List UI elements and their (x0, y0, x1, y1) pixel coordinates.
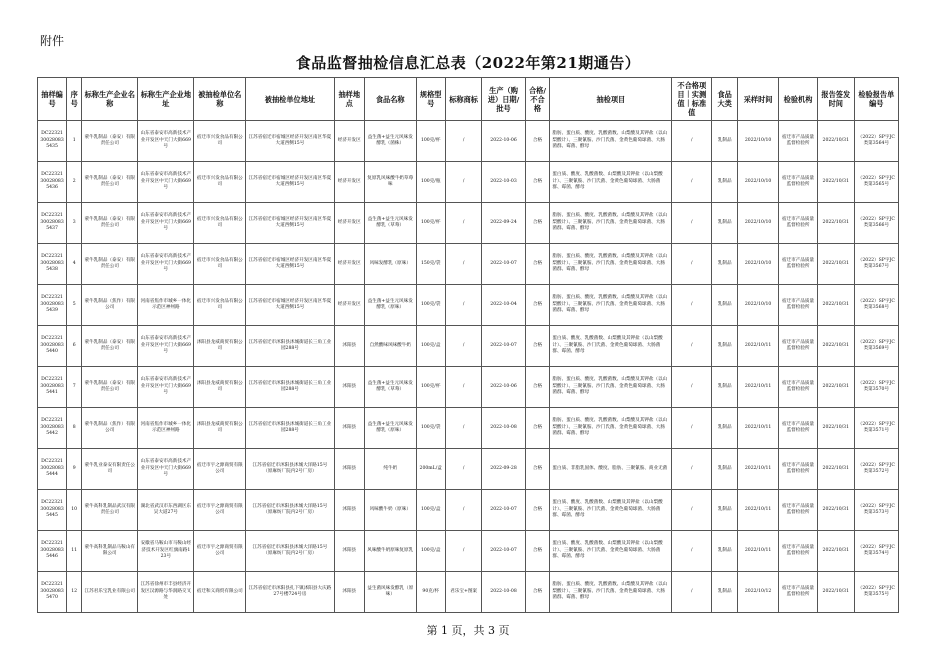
column-header: 被抽检单位名称 (194, 78, 246, 121)
table-cell: 乳制品 (712, 162, 738, 203)
table-cell: 合格 (525, 203, 550, 244)
table-cell: / (672, 121, 712, 162)
table-cell: 2022-10-07 (482, 531, 525, 572)
table-cell: 2022-10-07 (482, 490, 525, 531)
table-cell: 2022/10/11 (738, 326, 779, 367)
table-cell: 蒙牛乳业泰安有限责任公司 (82, 449, 138, 490)
table-cell: 益生菌+益生元风味发酵乳（原味） (364, 408, 416, 449)
table-cell: 2022-10-07 (482, 326, 525, 367)
table-cell: 2022/10/11 (738, 490, 779, 531)
table-cell: 沭阳县 (334, 572, 364, 613)
column-header: 食品大类 (712, 78, 738, 121)
table-cell: 乳制品 (712, 326, 738, 367)
table-cell: / (672, 531, 712, 572)
table-cell: 100克/杯 (416, 121, 445, 162)
table-cell: 合格 (525, 490, 550, 531)
table-cell: DC22321300280835436 (38, 162, 67, 203)
table-cell: 100克/袋 (416, 408, 445, 449)
table-row (38, 531, 899, 572)
table-row (38, 162, 899, 203)
table-cell: 蒙牛乳制品（泰安）有限责任公司 (82, 203, 138, 244)
table-cell: 宿迁市产品质量监督检验所 (779, 162, 818, 203)
table-cell: 蒙牛乳制品（焦作）有限公司 (82, 408, 138, 449)
table-cell: 乳制品 (712, 244, 738, 285)
table-cell: 10 (67, 490, 82, 531)
table-cell: 宿迁市兴发食品有限公司 (194, 285, 246, 326)
table-cell: / (672, 203, 712, 244)
table-cell: 宿迁市兴发食品有限公司 (194, 162, 246, 203)
table-cell: 沭阳县 (334, 449, 364, 490)
table-cell: 江苏省徐州市丰县经济开发区汉源路与华润路交叉处 (138, 572, 194, 613)
table-cell: （2022）SP字JC类第3565号 (854, 162, 898, 203)
table-cell: 江苏君乐宝乳业有限公司 (82, 572, 138, 613)
table-cell: 蛋白质、酸度、乳酸菌数、山梨酸及其钾盐（以山梨酸计）、三聚氰胺、沙门氏菌、金黄色葡萄球菌、大肠菌群、霉菌、酵母 (550, 326, 672, 367)
table-cell: 山东省泰安市高新技术产业开发区中天门大街669号 (138, 121, 194, 162)
table-cell: 经济开发区 (334, 121, 364, 162)
table-cell: 100克/盒 (416, 490, 445, 531)
table-cell: DC22321300280835440 (38, 326, 67, 367)
table-cell: 江苏省宿迁市沭阳县扎下镇沭阳县大庆路27号楼724号房 (246, 572, 334, 613)
table-cell: 江苏省宿迁市沭阳县沭城大洋路15号（原麻纺厂院内2号厂房） (246, 490, 334, 531)
table-row (38, 244, 899, 285)
table-cell: 蒙牛高科乳制品马鞍山有限公司 (82, 531, 138, 572)
column-header: 标称商标 (445, 78, 482, 121)
table-cell: （2022）SP字JC类第3569号 (854, 326, 898, 367)
table-cell: 风味酸牛奶原味复原乳 (364, 531, 416, 572)
table-cell: 合格 (525, 367, 550, 408)
table-cell: 江苏省宿迁市沭阳县沭城大洋路15号（原麻纺厂院内2号厂房） (246, 449, 334, 490)
table-cell: 100克/盒 (416, 531, 445, 572)
table-cell: 蒙牛乳制品（焦作）有限公司 (82, 285, 138, 326)
table-cell: 自然酸味风味酸牛奶 (364, 326, 416, 367)
table-cell: 乳制品 (712, 449, 738, 490)
table-cell: 3 (67, 203, 82, 244)
table-cell: 合格 (525, 285, 550, 326)
table-cell: 2022/10/31 (817, 326, 854, 367)
table-cell: 蒙牛高科乳制品武汉有限责任公司 (82, 490, 138, 531)
column-header: 规格型号 (416, 78, 445, 121)
table-cell: 2022/10/31 (817, 367, 854, 408)
table-cell: 2022/10/10 (738, 162, 779, 203)
table-cell: 蛋白质、非脂乳固体、酸度、脂肪、三聚氰胺、商业无菌 (550, 449, 672, 490)
table-cell: / (445, 162, 482, 203)
table-cell: 8 (67, 408, 82, 449)
table-cell: 沭阳县龙威商贸有限公司 (194, 326, 246, 367)
table-cell: 宿迁市宇之源商贸有限公司 (194, 449, 246, 490)
table-cell: 合格 (525, 162, 550, 203)
table-cell: 合格 (525, 326, 550, 367)
table-cell: 乳制品 (712, 490, 738, 531)
table-cell: 合格 (525, 244, 550, 285)
table-cell: 2022/10/31 (817, 203, 854, 244)
table-cell: 山东省泰安市高新技术产业开发区中天门大街669号 (138, 203, 194, 244)
table-cell: 2022-10-06 (482, 367, 525, 408)
column-header: 不合格项目｜实测值｜标准值 (672, 78, 712, 121)
table-cell: 2 (67, 162, 82, 203)
table-cell: 风味发酵乳（原味） (364, 244, 416, 285)
table-cell: 沭阳县龙威商贸有限公司 (194, 367, 246, 408)
table-cell: 2022/10/11 (738, 367, 779, 408)
table-cell: 沭阳县 (334, 408, 364, 449)
table-cell: 100克/杯 (416, 367, 445, 408)
table-cell: 经济开发区 (334, 203, 364, 244)
table-cell: 乳制品 (712, 285, 738, 326)
table-cell: （2022）SP字JC类第3575号 (854, 572, 898, 613)
table-cell: 宿迁市产品质量监督检验所 (779, 572, 818, 613)
table-cell: 脂肪、蛋白质、酸度、乳酸菌数、山梨酸及其钾盐（以山梨酸计）、三聚氰胺、沙门氏菌、金黄色葡萄球菌、大肠菌群、霉菌、酵母 (550, 367, 672, 408)
table-cell: （2022）SP字JC类第3570号 (854, 367, 898, 408)
table-cell: 复原乳风味酸牛奶草莓味 (364, 162, 416, 203)
table-cell: DC22321300280835438 (38, 244, 67, 285)
table-cell: 江苏省宿迁市宿城区经济开发区南区华夏大道西侧15号 (246, 285, 334, 326)
table-cell: 2022-10-08 (482, 572, 525, 613)
table-cell: 江苏省宿迁市宿城区经济开发区南区华夏大道西侧15号 (246, 244, 334, 285)
table-cell: 经济开发区 (334, 162, 364, 203)
table-cell: 宿迁市产品质量监督检验所 (779, 449, 818, 490)
table-cell: （2022）SP字JC类第3573号 (854, 490, 898, 531)
table-cell: 宿迁市产品质量监督检验所 (779, 367, 818, 408)
table-cell: / (672, 162, 712, 203)
column-header: 生产（购进）日期/批号 (482, 78, 525, 121)
table-cell: 2022/10/31 (817, 162, 854, 203)
table-cell: 宿迁市产品质量监督检验所 (779, 121, 818, 162)
table-cell: 蛋白质、酸度、乳酸菌数、山梨酸及其钾盐（以山梨酸计）、三聚氰胺、沙门氏菌、金黄色葡萄球菌、大肠菌群、霉菌、酵母 (550, 162, 672, 203)
table-cell: DC22321300280835442 (38, 408, 67, 449)
table-cell: 江苏省宿迁市宿城区经济开发区南区华夏大道西侧15号 (246, 203, 334, 244)
table-cell: 沭阳县 (334, 490, 364, 531)
table-cell: 2022/10/11 (738, 449, 779, 490)
table-cell: 山东省泰安市高新技术产业开发区中天门大街669号 (138, 326, 194, 367)
table-cell: 100克/杯 (416, 203, 445, 244)
table-cell: 湖北省武汉市东西湖区东吴大道27号 (138, 490, 194, 531)
table-row (38, 490, 899, 531)
table-cell: 合格 (525, 408, 550, 449)
table-cell: 河南省焦作市城乡一体化示范区神州路 (138, 408, 194, 449)
table-cell: 风味酸牛奶（原味） (364, 490, 416, 531)
table-cell: 蒙牛乳制品（泰安）有限责任公司 (82, 244, 138, 285)
table-cell: / (672, 326, 712, 367)
table-cell: 100克/盒 (416, 326, 445, 367)
table-cell: 乳制品 (712, 367, 738, 408)
table-cell: 2022/10/31 (817, 572, 854, 613)
table-cell: 江苏省宿迁市宿城区经济开发区南区华夏大道西侧15号 (246, 162, 334, 203)
table-cell: 山东省泰安市高新技术产业开发区中天门大街669号 (138, 162, 194, 203)
table-cell: （2022）SP字JC类第3567号 (854, 244, 898, 285)
table-cell: DC22321300280835470 (38, 572, 67, 613)
table-cell: 宿迁市兴发食品有限公司 (194, 121, 246, 162)
table-cell: 江苏省宿迁市沭阳县沭城街道长三角工业园288号 (246, 367, 334, 408)
table-cell: 宿迁市产品质量监督检验所 (779, 285, 818, 326)
table-cell: 2022/10/12 (738, 572, 779, 613)
table-cell: 脂肪、蛋白质、酸度、乳酸菌数、山梨酸及其钾盐（以山梨酸计）、三聚氰胺、沙门氏菌、金黄色葡萄球菌、大肠菌群、霉菌、酵母 (550, 572, 672, 613)
attachment-label: 附件 (40, 34, 65, 48)
table-cell: / (445, 203, 482, 244)
table-cell: 脂肪、蛋白质、酸度、乳酸菌数、山梨酸及其钾盐（以山梨酸计）、三聚氰胺、沙门氏菌、金黄色葡萄球菌、大肠菌群、霉菌、酵母 (550, 203, 672, 244)
table-cell: 宿迁市宇之源商贸有限公司 (194, 490, 246, 531)
table-cell: / (672, 367, 712, 408)
table-cell: / (445, 531, 482, 572)
table-cell: 宿迁市产品质量监督检验所 (779, 203, 818, 244)
table-cell: / (672, 285, 712, 326)
column-header: 抽样编号 (38, 78, 67, 121)
table-cell: 江苏省宿迁市宿城区经济开发区南区华夏大道西侧15号 (246, 121, 334, 162)
table-cell: / (672, 408, 712, 449)
column-header: 被抽检单位地址 (246, 78, 334, 121)
column-header: 抽检项目 (550, 78, 672, 121)
column-header: 标称生产企业地址 (138, 78, 194, 121)
table-cell: DC22321300280835446 (38, 531, 67, 572)
table-cell: 脂肪、蛋白质、酸度、乳酸菌数、山梨酸及其钾盐（以山梨酸计）、三聚氰胺、沙门氏菌、金黄色葡萄球菌、大肠菌群、霉菌、酵母 (550, 285, 672, 326)
table-cell: 江苏省宿迁市沭阳县沭城街道长三角工业园288号 (246, 408, 334, 449)
table-cell: 宿迁市兴发食品有限公司 (194, 244, 246, 285)
table-cell: 100克/袋 (416, 285, 445, 326)
table-cell: 益生菌+益生元风味发酵乳（原味） (364, 285, 416, 326)
table-cell: 沭阳县 (334, 326, 364, 367)
table-cell: 2022/10/10 (738, 244, 779, 285)
column-header: 合格/不合格 (525, 78, 550, 121)
table-cell: 2022/10/10 (738, 203, 779, 244)
table-cell: （2022）SP字JC类第3572号 (854, 449, 898, 490)
table-cell: 经济开发区 (334, 244, 364, 285)
table-cell: 4 (67, 244, 82, 285)
table-cell: 纯牛奶 (364, 449, 416, 490)
table-cell: 宿迁市兴发食品有限公司 (194, 203, 246, 244)
table-cell: 君乐宝+图案 (445, 572, 482, 613)
table-cell: 2022-10-07 (482, 244, 525, 285)
table-cell: 沭阳县 (334, 367, 364, 408)
table-cell: 益生菌+益生元风味发酵乳（草莓） (364, 367, 416, 408)
table-cell: 2022-10-03 (482, 162, 525, 203)
table-cell: 山东省泰安市高新技术产业开发区中天门大街669号 (138, 367, 194, 408)
table-cell: 益生菌风味发酵乳（原味） (364, 572, 416, 613)
table-row (38, 367, 899, 408)
table-row (38, 203, 899, 244)
table-cell: 江苏省宿迁市沭阳县沭城街道长三角工业园288号 (246, 326, 334, 367)
table-cell: 2022/10/31 (817, 449, 854, 490)
table-cell: 2022-09-24 (482, 203, 525, 244)
table-cell: 2022/10/31 (817, 244, 854, 285)
table-cell: 蛋白质、酸度、乳酸菌数、山梨酸及其钾盐（以山梨酸计）、三聚氰胺、沙门氏菌、金黄色葡萄球菌、大肠菌群、霉菌、酵母 (550, 531, 672, 572)
table-cell: 宿迁市宇之源商贸有限公司 (194, 531, 246, 572)
table-cell: 蒙牛乳制品（泰安）有限责任公司 (82, 162, 138, 203)
table-cell: / (672, 572, 712, 613)
table-cell: DC22321300280835439 (38, 285, 67, 326)
table-cell: 150克/袋 (416, 244, 445, 285)
table-cell: 2022-10-06 (482, 121, 525, 162)
table-cell: / (445, 326, 482, 367)
table-cell: 山东省泰安市高新技术产业开发区中天门大街669号 (138, 449, 194, 490)
table-cell: 益生菌+益生元风味发酵乳（草莓） (364, 203, 416, 244)
table-cell: / (445, 449, 482, 490)
table-header-row (38, 78, 899, 121)
table-cell: 合格 (525, 449, 550, 490)
table-row (38, 121, 899, 162)
table-cell: DC22321300280835444 (38, 449, 67, 490)
table-cell: 蒙牛乳制品（泰安）有限责任公司 (82, 121, 138, 162)
table-cell: 7 (67, 367, 82, 408)
page-footer: 第 1 页，共 3 页 (426, 624, 510, 637)
table-cell: 河南省焦作市城乡一体化示范区神州路 (138, 285, 194, 326)
table-cell: 山东省泰安市高新技术产业开发区中天门大街669号 (138, 244, 194, 285)
table-cell: 经济开发区 (334, 285, 364, 326)
table-cell: 2022/10/31 (817, 490, 854, 531)
table-cell: （2022）SP字JC类第3564号 (854, 121, 898, 162)
table-cell: 12 (67, 572, 82, 613)
table-cell: 脂肪、蛋白质、酸度、乳酸菌数、山梨酸及其钾盐（以山梨酸计）、三聚氰胺、沙门氏菌、金黄色葡萄球菌、大肠菌群、霉菌、酵母 (550, 121, 672, 162)
document-title: 食品监督抽检信息汇总表（2022年第21期通告） (295, 54, 641, 72)
table-cell: 2022/10/31 (817, 531, 854, 572)
table-cell: 乳制品 (712, 121, 738, 162)
table-cell: （2022）SP字JC类第3571号 (854, 408, 898, 449)
table-cell: 安徽省马鞍山市马鞍山经济技术开发区红旗南路123号 (138, 531, 194, 572)
table-cell: 2022/10/11 (738, 408, 779, 449)
table-cell: 乳制品 (712, 572, 738, 613)
table-cell: 江苏省宿迁市沭阳县沭城大洋路15号（原麻纺厂院内2号厂房） (246, 531, 334, 572)
column-header: 采样时间 (738, 78, 779, 121)
table-cell: 合格 (525, 121, 550, 162)
table-cell: 乳制品 (712, 531, 738, 572)
table-row (38, 326, 899, 367)
table-cell: （2022）SP字JC类第3568号 (854, 285, 898, 326)
column-header: 序号 (67, 78, 82, 121)
table-cell: 200mL/盒 (416, 449, 445, 490)
table-row (38, 408, 899, 449)
table-cell: 5 (67, 285, 82, 326)
table-row (38, 285, 899, 326)
table-cell: 11 (67, 531, 82, 572)
table-cell: DC22321300280835445 (38, 490, 67, 531)
table-cell: 2022-09-28 (482, 449, 525, 490)
table-cell: 2022/10/31 (817, 408, 854, 449)
table-cell: 脂肪、蛋白质、酸度、乳酸菌数、山梨酸及其钾盐（以山梨酸计）、三聚氰胺、沙门氏菌、金黄色葡萄球菌、大肠菌群、霉菌、酵母 (550, 408, 672, 449)
table-cell: / (672, 490, 712, 531)
table-cell: DC22321300280835437 (38, 203, 67, 244)
column-header: 食品名称 (364, 78, 416, 121)
column-header: 标称生产企业名称 (82, 78, 138, 121)
table-cell: 乳制品 (712, 408, 738, 449)
table-cell: 宿迁市产品质量监督检验所 (779, 531, 818, 572)
table-cell: 宿迁市产品质量监督检验所 (779, 326, 818, 367)
table-cell: / (445, 367, 482, 408)
table-cell: / (672, 449, 712, 490)
table-cell: 2022/10/31 (817, 285, 854, 326)
table-cell: 蒙牛乳制品（泰安）有限责任公司 (82, 367, 138, 408)
table-cell: 宿迁和义商贸有限公司 (194, 572, 246, 613)
table-cell: 宿迁市产品质量监督检验所 (779, 408, 818, 449)
table-cell: DC22321300280835441 (38, 367, 67, 408)
table-cell: 90克/杯 (416, 572, 445, 613)
column-header: 抽样地点 (334, 78, 364, 121)
table-cell: 乳制品 (712, 203, 738, 244)
table-cell: DC22321300280835435 (38, 121, 67, 162)
table-cell: 2022/10/10 (738, 285, 779, 326)
table-cell: 沭阳县龙威商贸有限公司 (194, 408, 246, 449)
table-cell: 合格 (525, 531, 550, 572)
column-header: 检验机构 (779, 78, 818, 121)
table-cell: / (445, 285, 482, 326)
table-cell: / (672, 244, 712, 285)
column-header: 检验报告单编号 (854, 78, 898, 121)
table-cell: / (445, 408, 482, 449)
table-cell: 脂肪、蛋白质、酸度、乳酸菌数、山梨酸及其钾盐（以山梨酸计）、三聚氰胺、沙门氏菌、金黄色葡萄球菌、大肠菌群、霉菌、酵母 (550, 244, 672, 285)
column-header: 报告签发时间 (817, 78, 854, 121)
table-cell: / (445, 490, 482, 531)
table-cell: / (445, 121, 482, 162)
table-cell: （2022）SP字JC类第3566号 (854, 203, 898, 244)
table-cell: 2022-10-08 (482, 408, 525, 449)
table-cell: 蛋白质、酸度、乳酸菌数、山梨酸及其钾盐（以山梨酸计）、三聚氰胺、沙门氏菌、金黄色葡萄球菌、大肠菌群、霉菌、酵母 (550, 490, 672, 531)
table-cell: 2022-10-04 (482, 285, 525, 326)
table-cell: 蒙牛乳制品（泰安）有限责任公司 (82, 326, 138, 367)
table-cell: 沭阳县 (334, 531, 364, 572)
table-row (38, 572, 899, 613)
table-cell: 2022/10/11 (738, 531, 779, 572)
table-cell: （2022）SP字JC类第3574号 (854, 531, 898, 572)
table-cell: 1 (67, 121, 82, 162)
table-cell: 9 (67, 449, 82, 490)
table-cell: 宿迁市产品质量监督检验所 (779, 244, 818, 285)
table-cell: 100克/瓶 (416, 162, 445, 203)
table-cell: 宿迁市产品质量监督检验所 (779, 490, 818, 531)
table-cell: / (445, 244, 482, 285)
table-cell: 益生菌+益生元风味发酵乳（菌株） (364, 121, 416, 162)
table-row (38, 449, 899, 490)
table-cell: 2022/10/31 (817, 121, 854, 162)
table-cell: 6 (67, 326, 82, 367)
table-cell: 合格 (525, 572, 550, 613)
table-cell: 2022/10/10 (738, 121, 779, 162)
inspection-summary-table (37, 77, 899, 613)
